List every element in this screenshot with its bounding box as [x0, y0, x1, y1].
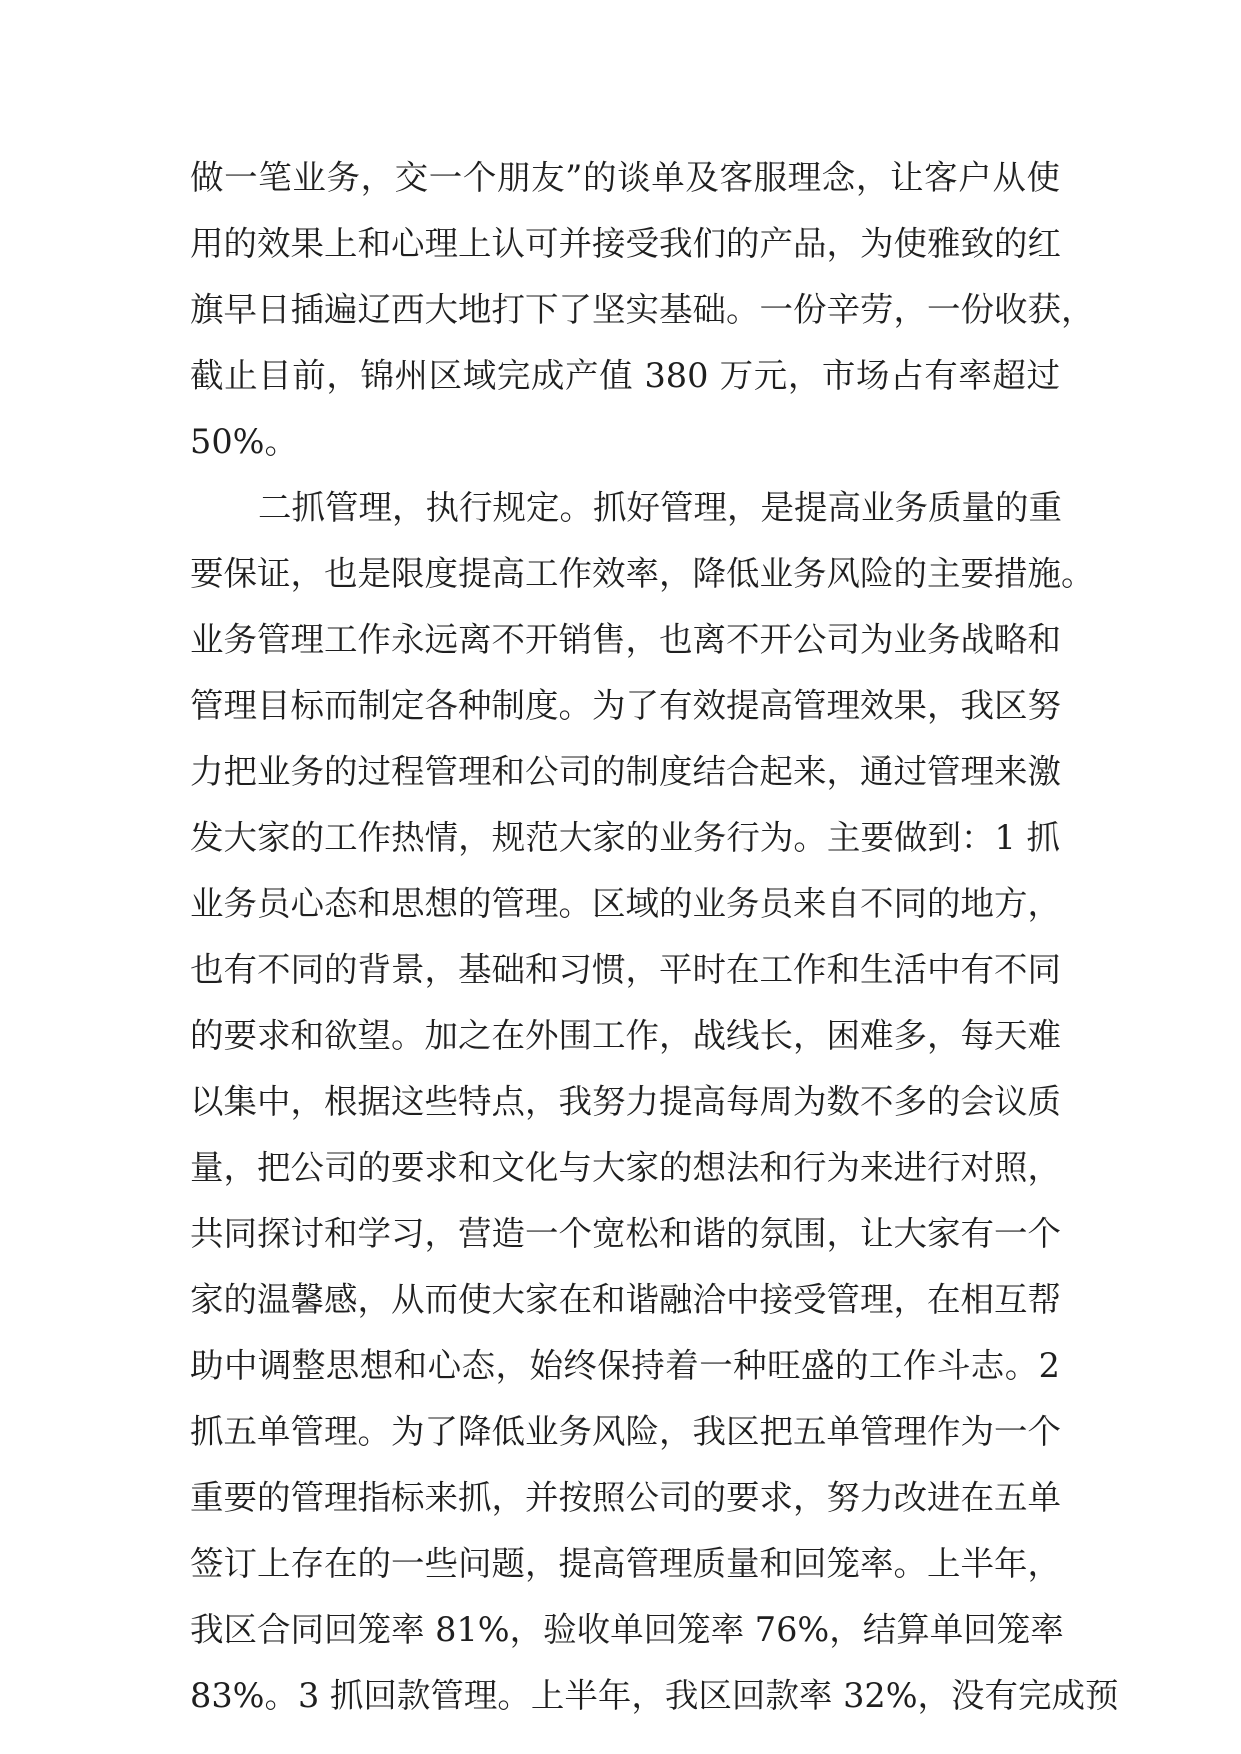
text-line: 量，把公司的要求和文化与大家的想法和行为来进行对照，	[190, 1148, 1061, 1187]
text-line: 管理目标而制定各种制度。为了有效提高管理效果，我区努	[190, 686, 1061, 725]
text-line: 抓五单管理。为了降低业务风险，我区把五单管理作为一个	[190, 1412, 1061, 1451]
body-text	[190, 145, 1119, 1729]
text-line: 发大家的工作热情，规范大家的业务行为。主要做到：1 抓	[190, 818, 1060, 857]
text-line: 83%。3 抓回款管理。上半年，我区回款率 32%，没有完成预	[190, 1676, 1119, 1715]
text-line: 业务员心态和思想的管理。区域的业务员来自不同的地方，	[190, 884, 1061, 923]
text-line: 共同探讨和学习，营造一个宽松和谐的氛围，让大家有一个	[190, 1214, 1061, 1253]
text-line: 助中调整思想和心态，始终保持着一种旺盛的工作斗志。2	[190, 1346, 1060, 1385]
text-line: 力把业务的过程管理和公司的制度结合起来，通过管理来激	[190, 752, 1061, 791]
text-line: 旗早日插遍辽西大地打下了坚实基础。一份辛劳，一份收获，	[190, 290, 1095, 329]
text-line: 要保证，也是限度提高工作效率，降低业务风险的主要措施。	[190, 554, 1095, 593]
text-line: 的要求和欲望。加之在外围工作，战线长，困难多，每天难	[190, 1016, 1061, 1055]
text-line: 重要的管理指标来抓，并按照公司的要求，努力改进在五单	[190, 1478, 1061, 1517]
text-line: 以集中，根据这些特点，我努力提高每周为数不多的会议质	[190, 1082, 1061, 1121]
text-line: 50%。	[190, 422, 298, 461]
text-line: 截止目前，锦州区域完成产值 380 万元，市场占有率超过	[190, 356, 1060, 395]
text-line: 也有不同的背景，基础和习惯，平时在工作和生活中有不同	[190, 950, 1061, 989]
text-line: 做一笔业务，交一个朋友”的谈单及客服理念，让客户从使	[190, 158, 1060, 197]
text-line: 用的效果上和心理上认可并接受我们的产品，为使雅致的红	[190, 224, 1061, 263]
text-line: 业务管理工作永远离不开销售，也离不开公司为业务战略和	[190, 620, 1061, 659]
text-line: 我区合同回笼率 81%，验收单回笼率 76%，结算单回笼率	[190, 1610, 1064, 1649]
paragraph-2	[190, 475, 1119, 1729]
text-line: 家的温馨感，从而使大家在和谐融洽中接受管理，在相互帮	[190, 1280, 1061, 1319]
text-line: 二抓管理，执行规定。抓好管理，是提高业务质量的重	[258, 488, 1062, 527]
text-line: 签订上存在的一些问题，提高管理质量和回笼率。上半年，	[190, 1544, 1061, 1583]
paragraph-1	[190, 145, 1095, 475]
